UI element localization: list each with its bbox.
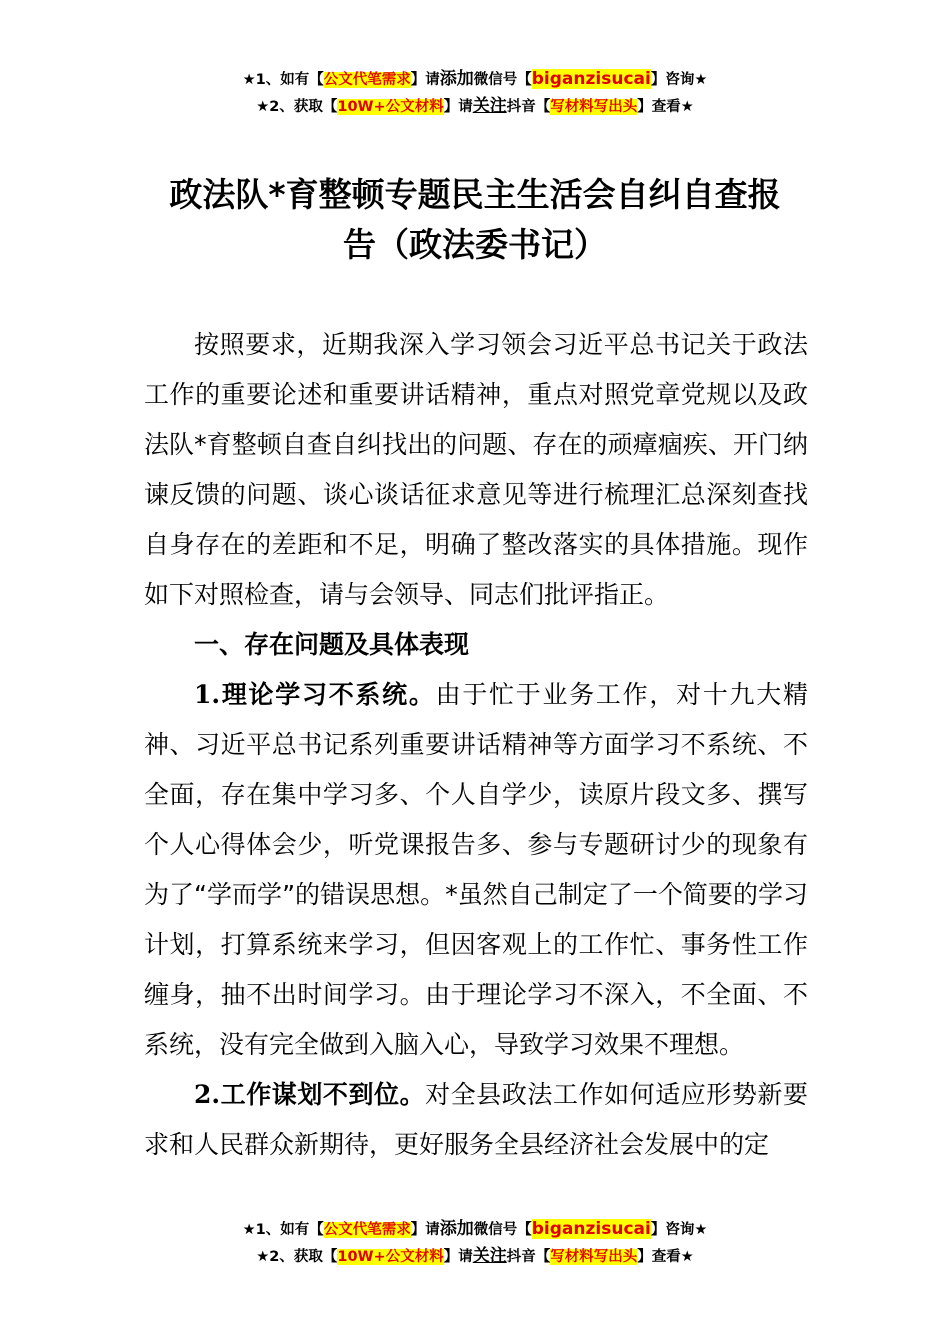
promo-text: 添加: [439, 1219, 474, 1239]
promo-highlight: 公文代笔需求: [323, 72, 411, 88]
promo-line-2: [0, 93, 950, 120]
promo-text: 2、获取【: [269, 99, 338, 115]
item-2-text: 对全县政法工作如何适应形势新要求和人民群众新期待，更好服务全县经济社会发展中的定: [144, 1080, 808, 1159]
section-1-heading: 一、存在问题及具体表现: [194, 630, 470, 659]
item-2-lead: 工作谋划不到位。: [220, 1080, 426, 1109]
intro-paragraph: 按照要求，近期我深入学习领会习近平总书记关于政法工作的重要论述和重要讲话精神，重点对照党章党规以及政法队*育整顿自查自纠找出的问题、存在的顽瘴痼疾、开门纳谏反馈的问题、谈心谈话征求意见等进行梳理汇总深刻查找自身存在的差距和不足，明确了整改落实的具体措施。现作如下对照检查，请与会领导、同志们批评指正。: [144, 330, 808, 609]
item-2-paragraph: [144, 1070, 808, 1170]
promo-highlight: 10W+公文材料: [337, 99, 444, 115]
promo-text: 微信号【: [473, 72, 532, 88]
promo-wechat-id: biganzisucai: [531, 1219, 651, 1239]
star-icon: ★: [694, 72, 708, 88]
promo-text: 抖音【: [506, 99, 551, 115]
item-2-number: 2.: [194, 1080, 221, 1109]
promo-text: 】请: [443, 1249, 473, 1265]
promo-text: 】查看: [637, 99, 681, 115]
promo-wechat-id: biganzisucai: [531, 69, 651, 89]
star-icon: ★: [256, 99, 270, 115]
promo-text: 关注: [472, 1246, 507, 1266]
promo-douyin-id: 写材料写出头: [550, 1249, 638, 1265]
item-1-text: 由于忙于业务工作，对十九大精神、习近平总书记系列重要讲话精神等方面学习不系统、不全面，存在集中学习多、个人自学少，读原片段文多、撰写个人心得体会少，听党课报告多、参与专题研讨少的现象有为了“学而学”的错误思想。*虽然自己制定了一个简要的学习计划，打算系统来学习，但因客观上的工作忙、事务性工作缠身，抽不出时间学习。由于理论学习不深入，不全面、不系统，没有完全做到入脑入心，导致学习效果不理想。: [144, 680, 808, 1059]
star-icon: ★: [680, 99, 694, 115]
promo-text: 】咨询: [650, 72, 695, 88]
header-promo-banner: [0, 66, 950, 120]
promo-line-1: [0, 1216, 950, 1243]
promo-text: 】请: [410, 1222, 440, 1238]
promo-text: 2、获取【: [269, 1249, 338, 1265]
star-icon: ★: [242, 1222, 256, 1238]
footer-promo-banner: [0, 1216, 950, 1270]
promo-text: 抖音【: [506, 1249, 551, 1265]
star-icon: ★: [256, 1249, 270, 1265]
star-icon: ★: [680, 1249, 694, 1265]
promo-text: 】查看: [637, 1249, 681, 1265]
promo-text: 1、如有【: [255, 72, 324, 88]
promo-text: 】请: [410, 72, 440, 88]
promo-highlight: 公文代笔需求: [323, 1222, 411, 1238]
document-title: [140, 170, 810, 270]
title-line-2: 告（政法委书记）: [343, 225, 607, 264]
title-line-1: 政法队*育整顿专题民主生活会自纠自查报: [169, 175, 781, 214]
star-icon: ★: [694, 1222, 708, 1238]
promo-highlight: 10W+公文材料: [337, 1249, 444, 1265]
promo-line-2: [0, 1243, 950, 1270]
item-1-paragraph: [144, 670, 808, 1070]
promo-text: 】请: [443, 99, 473, 115]
promo-douyin-id: 写材料写出头: [550, 99, 638, 115]
document-body: [144, 320, 808, 1170]
promo-text: 添加: [439, 69, 474, 89]
star-icon: ★: [242, 72, 256, 88]
promo-text: 】咨询: [650, 1222, 695, 1238]
promo-text: 关注: [472, 96, 507, 116]
item-1-lead: 理论学习不系统。: [220, 680, 436, 709]
promo-text: 微信号【: [473, 1222, 532, 1238]
promo-text: 1、如有【: [255, 1222, 324, 1238]
promo-line-1: [0, 66, 950, 93]
item-1-number: 1.: [194, 680, 221, 709]
